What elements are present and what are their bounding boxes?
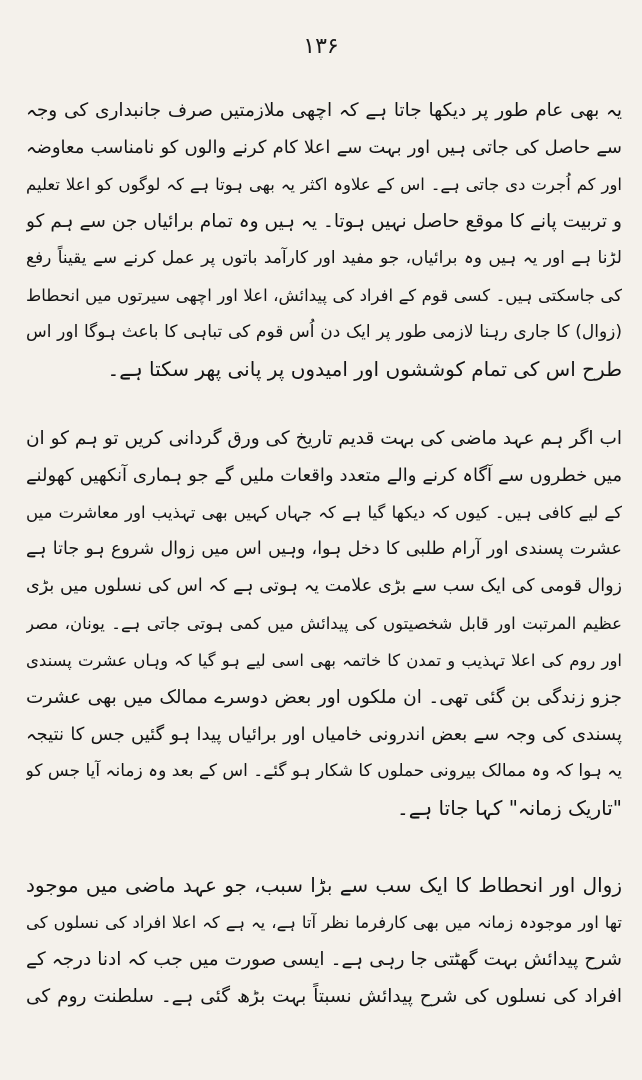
page-number: ۱۳۶ [303,34,339,59]
text-line: سے حاصل کی جاتی ہیں اور بہت سے اعلا کام کرنے والوں کو نامناسب معاوضہ [26,137,622,158]
text-line: افراد کی نسلوں کی شرح پیدائش نسبتاً بہت بڑھ گئی ہے۔ سلطنت روم کی [26,986,622,1007]
text-line: جزو زندگی بن گئی تھی۔ ان ملکوں اور بعض دوسرے ممالک میں بھی عشرت [26,687,622,708]
text-line: و تربیت پانے کا موقع حاصل نہیں ہوتا۔ یہ ہیں وہ تمام برائیاں جن سے ہم کو [26,211,622,232]
text-line: یہ ہوا کہ وہ ممالک بیرونی حملوں کا شکار ہو گئے۔ اس کے بعد وہ زمانہ آیا جس کو [26,761,622,781]
paragraph-2 [26,420,622,827]
text-line: زوال اور انحطاط کا ایک سب سے بڑا سبب، جو عہد ماضی میں موجود [26,873,622,897]
text-line: طرح اس کی تمام کوششوں اور امیدوں پر پانی پھر سکتا ہے۔ [107,357,622,381]
text-line: یہ بھی عام طور پر دیکھا جاتا ہے کہ اچھی ملازمتیں صرف جانبداری کی وجہ [26,100,622,121]
text-line: "تاریک زمانہ" کہا جاتا ہے۔ [397,796,622,820]
text-line: کے لیے کافی ہیں۔ کیوں کہ دیکھا گیا ہے کہ جہاں کہیں بھی تہذیب اور معاشرت میں [26,503,622,522]
text-line: اب اگر ہم عہد ماضی کی بہت قدیم تاریخ کی ورق گردانی کریں تو ہم کو ان [26,428,622,449]
text-line: عظیم المرتبت اور قابل شخصیتوں کی پیدائش میں کمی ہوتی جاتی ہے۔ یونان، مصر [26,614,622,633]
text-line: پسندی کی وجہ سے بعض اندرونی خامیاں اور برائیاں پیدا ہو گئیں جس کا نتیجہ [26,724,622,745]
text-line: اور کم اُجرت دی جاتی ہے۔ اس کے علاوہ اکثر یہ بھی ہوتا ہے کہ لوگوں کو اعلا تعلیم [26,175,622,194]
text-line: تھا اور موجودہ زمانہ میں بھی کارفرما نظر آتا ہے، یہ ہے کہ اعلا افراد کی نسلوں کی [26,913,622,932]
text-line: لڑنا ہے اور یہ ہیں وہ برائیاں، جو مفید اور کارآمد باتوں پر عمل کرنے سے یقیناً رفع [26,248,622,268]
text-line: اور روم کی اعلا تہذیب و تمدن کا خاتمہ بھی اسی لیے ہو گیا کہ وہاں عشرت پسندی [26,651,622,670]
paragraph-3 [26,867,622,1015]
paragraph-1 [26,92,622,388]
text-line: زوال قومی کی ایک سب سے بڑی علامت یہ ہوتی ہے کہ اس کی نسلوں میں بڑی [26,576,622,596]
text-line: شرح پیدائش بہت گھٹتی جا رہی ہے۔ ایسی صورت میں جب کہ ادنا درجہ کے [26,949,622,970]
text-line: میں خطروں سے آگاہ کرنے والے متعدد واقعات ملیں گے جو ہماری آنکھیں کھولنے [26,465,622,486]
text-line: (زوال) کا جاری رہنا لازمی طور پر ایک دن اُس قوم کی تباہی کا باعث ہوگا اور اس [26,322,622,342]
text-line: کی جاسکتی ہیں۔ کسی قوم کے افراد کی پیدائش، اعلا اور اچھی سیرتوں میں انحطاط [26,286,622,305]
text-line: عشرت پسندی اور آرام طلبی کا دخل ہوا، وہیں اس میں زوال شروع ہو جاتا ہے [26,539,622,559]
